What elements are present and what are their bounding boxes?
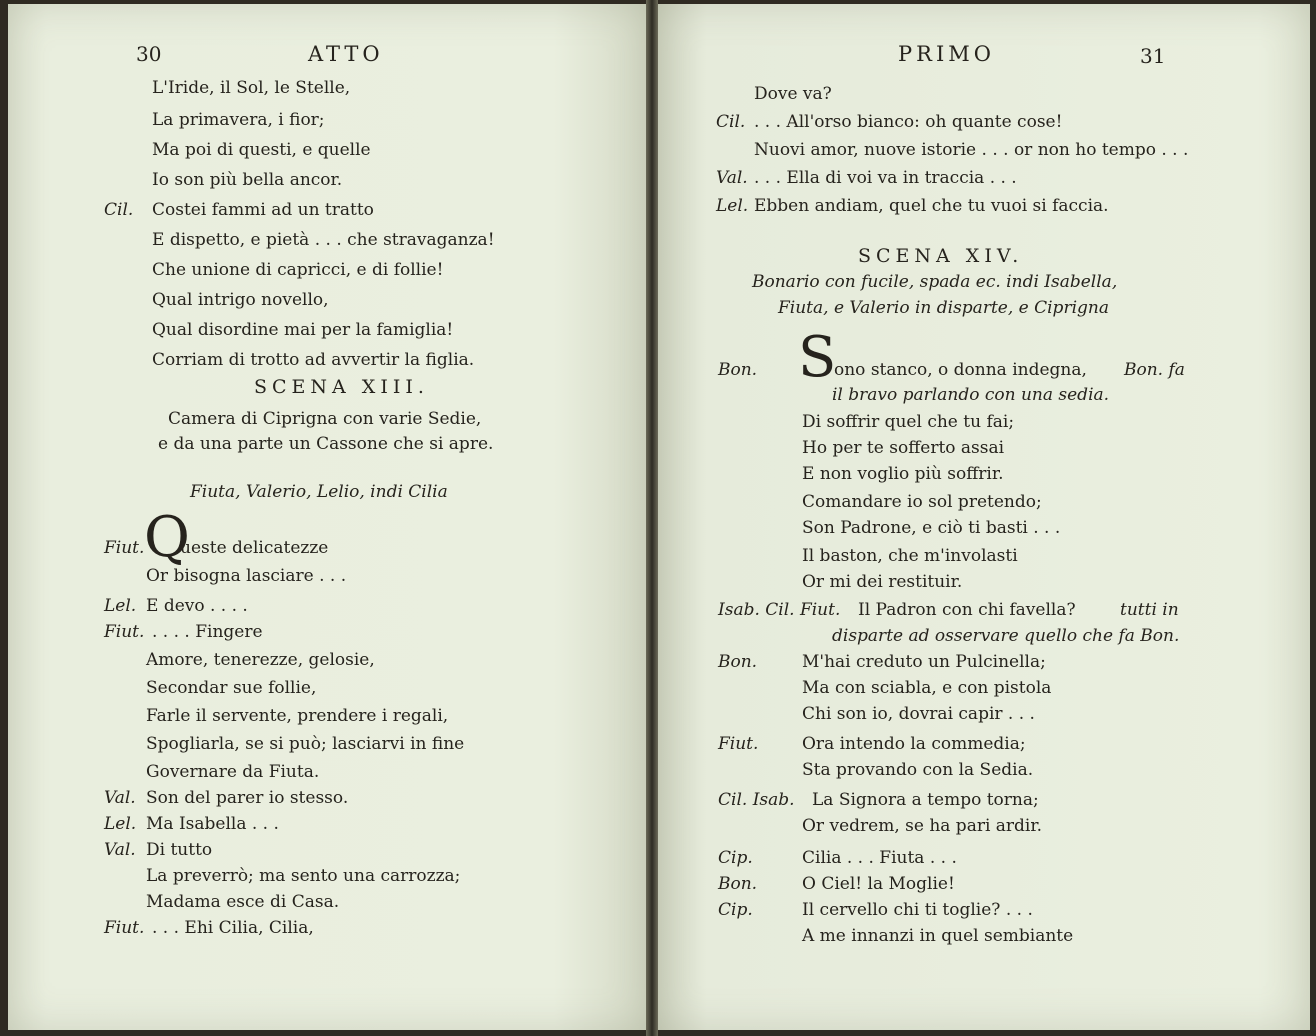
dialogue-line: Il Padron con chi favella? <box>858 600 1076 620</box>
verse-line: . . . Ella di voi va in traccia . . . <box>754 168 1017 188</box>
dialogue-line: Di tutto <box>146 840 213 860</box>
speaker-label: Cil. <box>716 112 746 132</box>
verse-line: . . . All'orso bianco: oh quante cose! <box>754 112 1063 132</box>
dialogue-line: Secondar sue follie, <box>146 678 317 698</box>
scene-desc-line: e da una parte un Cassone che si apre. <box>158 434 494 454</box>
dialogue-line: Il baston, che m'involasti <box>802 546 1018 566</box>
speaker-label: Val. <box>104 788 136 808</box>
dialogue-line: Madama esce di Casa. <box>146 892 340 912</box>
dialogue-line: Or vedrem, se ha pari ardir. <box>802 816 1043 836</box>
speaker-label: Bon. <box>718 874 758 894</box>
drop-cap: Q <box>144 505 190 570</box>
scene-title-xiv: SCENA XIV. <box>858 245 1024 267</box>
verse-line: Io son più bella ancor. <box>152 170 343 190</box>
dialogue-line: Cilia . . . Fiuta . . . <box>802 848 957 868</box>
speaker-label: Bon. <box>718 652 758 672</box>
scene-desc-line: Camera di Ciprigna con varie Sedie, <box>168 409 482 429</box>
speaker-label: Cil. Isab. <box>718 790 795 810</box>
speaker-label: Bon. <box>718 360 758 380</box>
dialogue-line: Ora intendo la commedia; <box>802 734 1026 754</box>
verse-line: Ebben andiam, quel che tu vuoi si faccia. <box>754 196 1109 216</box>
dialogue-line: Or mi dei restituir. <box>802 572 963 592</box>
dialogue-line: Son Padrone, e ciò ti basti . . . <box>802 518 1061 538</box>
stage-direction: Bon. fa <box>1124 360 1185 380</box>
page-number-left: 30 <box>136 42 162 66</box>
scene-title-xiii: SCENA XIII. <box>254 376 429 398</box>
dialogue-line: Spogliarla, se si può; lasciarvi in fine <box>146 734 465 754</box>
verse-line: Qual disordine mai per la famiglia! <box>152 320 454 340</box>
speaker-label: Isab. Cil. Fiut. <box>718 600 841 620</box>
dialogue-line: O Ciel! la Moglie! <box>802 874 955 894</box>
verse-line: Ma poi di questi, e quelle <box>152 140 371 160</box>
speaker-label: Lel. <box>716 196 749 216</box>
verse-line: Corriam di trotto ad avvertir la figlia. <box>152 350 475 370</box>
verse-line: E dispetto, e pietà . . . che stravaganza! <box>152 230 495 250</box>
speaker-label: Val. <box>716 168 748 188</box>
speaker-label: Lel. <box>104 596 137 616</box>
scene-characters: Fiuta, e Valerio in disparte, e Ciprigna <box>778 298 1109 318</box>
verse-line: Dove va? <box>754 84 832 104</box>
dialogue-line: E non voglio più soffrir. <box>802 464 1004 484</box>
dialogue-line: Governare da Fiuta. <box>146 762 320 782</box>
scene-characters: Fiuta, Valerio, Lelio, indi Cilia <box>190 482 448 502</box>
verse-line: Costei fammi ad un tratto <box>152 200 374 220</box>
dialogue-line: Son del parer io stesso. <box>146 788 349 808</box>
drop-cap: S <box>798 325 837 390</box>
speaker-label: Fiut. <box>104 538 145 558</box>
speaker-label: Cip. <box>718 848 753 868</box>
verse-line: Nuovi amor, nuove istorie . . . or non ho tempo . . . <box>754 140 1189 160</box>
dialogue-line: E devo . . . . <box>146 596 248 616</box>
dialogue-line: Di soffrir quel che tu fai; <box>802 412 1015 432</box>
dialogue-line: ueste delicatezze <box>180 538 329 558</box>
dialogue-line: Ho per te sofferto assai <box>802 438 1005 458</box>
dialogue-line: Comandare io sol pretendo; <box>802 492 1042 512</box>
dialogue-line: Chi son io, dovrai capir . . . <box>802 704 1035 724</box>
speaker-label: Val. <box>104 840 136 860</box>
running-head-left: ATTO <box>308 42 384 66</box>
dialogue-line: Il cervello chi ti toglie? . . . <box>802 900 1033 920</box>
speaker-label: Cip. <box>718 900 753 920</box>
dialogue-line: Or bisogna lasciare . . . <box>146 566 347 586</box>
stage-direction: tutti in <box>1120 600 1179 620</box>
running-head-right: PRIMO <box>898 42 995 66</box>
book-gutter <box>646 0 658 1036</box>
dialogue-line: Farle il servente, prendere i regali, <box>146 706 449 726</box>
dialogue-line: . . . . Fingere <box>152 622 263 642</box>
verse-line: L'Iride, il Sol, le Stelle, <box>152 78 351 98</box>
dialogue-line: ono stanco, o donna indegna, <box>834 360 1087 380</box>
stage-direction: il bravo parlando con una sedia. <box>832 385 1110 405</box>
dialogue-line: La Signora a tempo torna; <box>812 790 1039 810</box>
stage-direction: disparte ad osservare quello che fa Bon. <box>832 626 1180 646</box>
dialogue-line: . . . Ehi Cilia, Cilia, <box>152 918 314 938</box>
speaker-label: Fiut. <box>718 734 759 754</box>
speaker-label: Cil. <box>104 200 134 220</box>
verse-line: Che unione di capricci, e di follie! <box>152 260 444 280</box>
dialogue-line: A me innanzi in quel sembiante <box>802 926 1074 946</box>
speaker-label: Fiut. <box>104 918 145 938</box>
dialogue-line: La preverrò; ma sento una carrozza; <box>146 866 461 886</box>
dialogue-line: Amore, tenerezze, gelosie, <box>146 650 375 670</box>
speaker-label: Lel. <box>104 814 137 834</box>
dialogue-line: Sta provando con la Sedia. <box>802 760 1034 780</box>
scene-characters: Bonario con fucile, spada ec. indi Isabella, <box>752 272 1118 292</box>
dialogue-line: Ma Isabella . . . <box>146 814 279 834</box>
verse-line: Qual intrigo novello, <box>152 290 329 310</box>
speaker-label: Fiut. <box>104 622 145 642</box>
page-number-right: 31 <box>1140 44 1166 68</box>
dialogue-line: M'hai creduto un Pulcinella; <box>802 652 1046 672</box>
dialogue-line: Ma con sciabla, e con pistola <box>802 678 1052 698</box>
verse-line: La primavera, i fior; <box>152 110 325 130</box>
